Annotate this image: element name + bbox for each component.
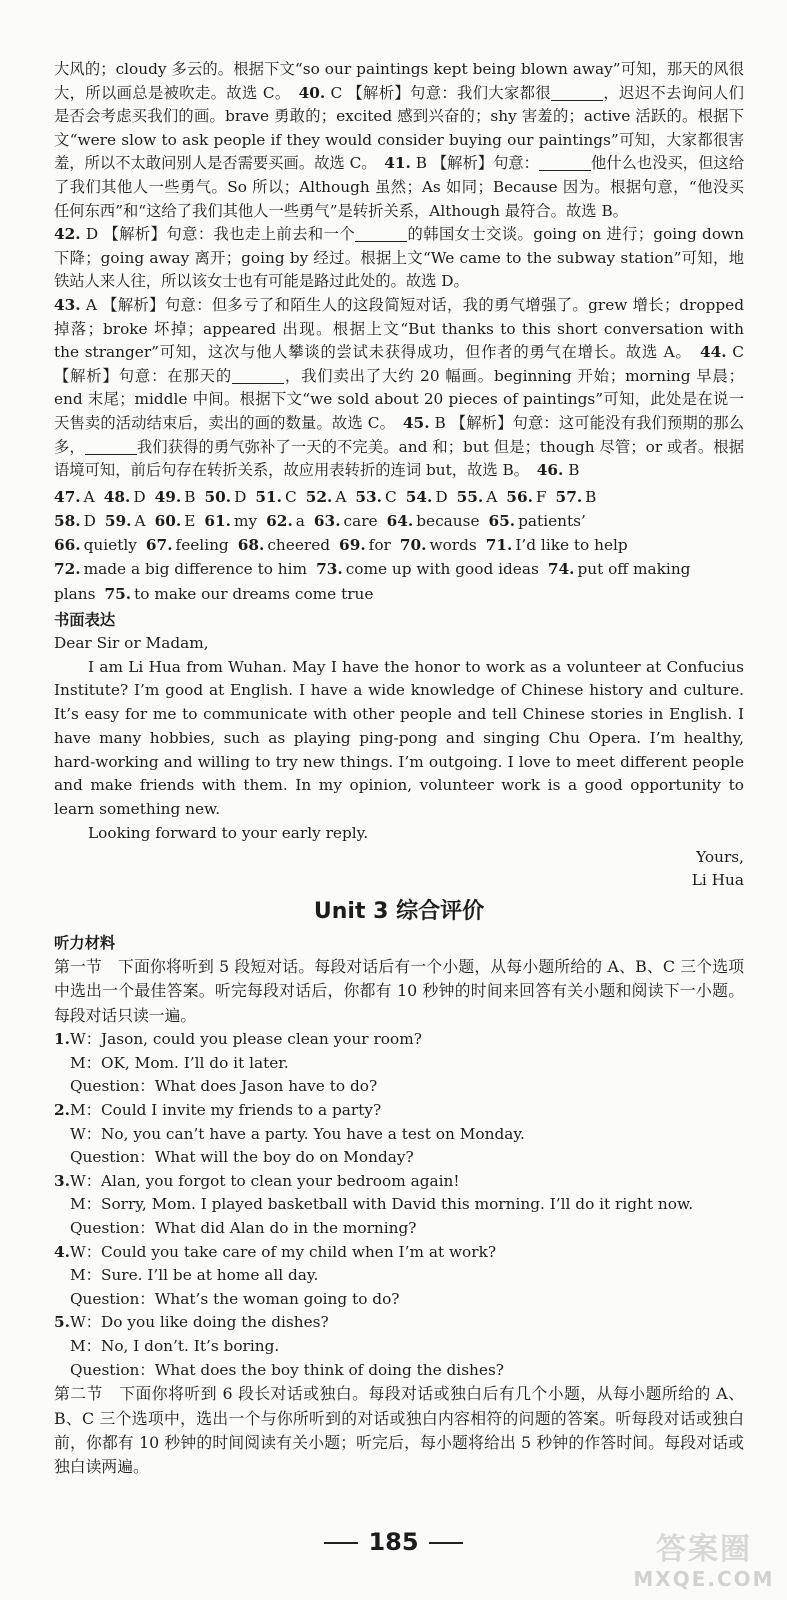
answer-item [506,488,546,506]
letter-salutation: Dear Sir or Madam, [54,633,209,652]
letter-sign-off: Yours, [696,847,744,866]
dialogue-text: M：No, I don’t. It’s boring. [70,1337,280,1355]
answer-value: C [385,487,397,506]
answer-item [54,488,95,506]
answer-item [54,512,96,530]
answer-item [316,560,539,578]
answer-item [105,585,374,603]
watermark-text: 答案圈 [656,1532,752,1567]
dialogue-question [54,1359,744,1383]
dialogue-question [54,1075,744,1099]
dialogue-text: W：Could you take care of my child when I’m at work? [69,1242,497,1261]
dialogue-text: Question：What’s the woman going to do? [70,1289,400,1308]
answer-value: A [335,487,347,506]
answer-line [54,509,744,533]
answer-number: 58. [54,511,81,530]
dialogue-line [54,1311,744,1335]
answer-item [204,488,246,506]
dialogue-number: 5. [54,1313,70,1332]
dialogue-text: Question：What does Jason have to do? [70,1077,378,1096]
answer-value: D [83,511,96,530]
dialogue-question [54,1288,744,1312]
dialogue-line [54,1170,744,1194]
answer-number: 68. [237,536,265,555]
answer-number: 48. [103,487,131,506]
answer-value: cheered [267,536,331,555]
dialogue-number: 4. [54,1242,70,1261]
answer-number: 63. [313,511,341,530]
answer-item [155,512,196,530]
answer-value: made a big difference to him [83,560,308,579]
dialogue-text: Question：What does the boy think of doing the dishes? [70,1360,504,1379]
answer-line [54,557,744,581]
answer-value: a [295,511,305,530]
unit-title: Unit 3 综合评价 [313,899,485,925]
dialogue-number: 1. [54,1030,70,1049]
answer-number: 47. [54,487,81,506]
dialogue-item [54,1028,744,1099]
answer-value: put off making [577,560,691,579]
answer-number: 59. [104,511,132,530]
answer-value: B [184,487,196,506]
answer-item [486,536,628,554]
dialogue-text: M：Could I invite my friends to a party? [69,1101,382,1120]
answer-number: 62. [266,511,293,530]
dialogue-line [54,1052,744,1076]
letter-closing-line: Looking forward to your early reply. [88,824,369,843]
analysis-text: B 【解析】句意：这可能没有我们预期的那么多， [54,413,745,456]
answer-number: 61. [204,511,231,530]
dialogue-text: W：Do you like doing the dishes? [69,1313,329,1332]
answer-line [54,533,744,557]
answer-item [238,536,330,554]
dialogue-line [54,1099,744,1123]
answer-number: 65. [488,511,516,530]
answer-number: 60. [154,511,182,530]
dialogue-line [54,1241,744,1265]
analysis-text: 大风的；cloudy 多云的。根据下文“so our paintings kept being blown away”可知，那天的风很大，所以画总是被吹走。故选 C。 [54,60,744,102]
listening-heading: 听力材料 [54,934,116,953]
analysis-text: D 【解析】句意：我也走上前去和一个 [80,225,356,244]
answer-item [54,536,137,554]
dialogue-text: Question：What will the boy do on Monday? [70,1148,414,1167]
analysis-text: ，迟迟不去询问人们是否会考虑买我们的画。brave 勇敢的；excited 感到兴奋的；shy 害羞的；active 活跃的。根据下文“were slow to ask people if they would consider buying our paintings”可知，大家都很害羞，所以不太敢问别人是否需要买画。故选 C。 [54,83,744,173]
dialogue-list [54,1028,744,1382]
analysis-text: B 【解析】句意： [410,154,539,173]
answer-key [54,485,744,606]
writing-heading: 书面表达 [54,610,116,629]
answer-number: 74. [547,560,575,579]
dialogue-question [54,1217,744,1241]
letter-body: I am Li Hua from Wuhan. May I have the honor to work as a volunteer at Confucius Institute? I’m good at English. I have a wide knowledge of Chinese history and culture. It’s easy for me to communicate with other people and tell Chinese stories in English. I have many hobbies, such as playing ping-pong and singing Chu Opera. I’m healthy, hard-working and willing to try new things. I’m outgoing. I love to meet different people and make friends with them. In my opinion, volunteer work is a good opportunity to learn something new. [54,657,744,819]
dialogue-text: W：No, you can’t have a party. You have a test on Monday. [70,1124,525,1143]
answer-item [146,536,229,554]
analysis-text: B [563,461,580,480]
answer-item [306,488,347,506]
answer-item [387,512,480,530]
answer-value: A [83,487,95,506]
answer-item [489,512,586,530]
answer-number: 66. [54,536,81,555]
answer-value: for [368,536,391,555]
answer-blank [539,155,591,171]
answer-number: 55. [456,487,484,506]
question-number: 45. [402,413,430,432]
answer-item [54,560,307,578]
answer-item [406,488,448,506]
dialogue-text: W：Jason, could you please clean your room? [69,1030,422,1049]
analysis-text: C 【解析】句意：在那天的 [54,343,744,385]
dialogue-text: M：OK, Mom. I’ll do it later. [70,1053,289,1072]
answer-value: C [284,487,297,506]
answer-item [457,488,498,506]
answer-item [400,536,477,554]
watermark-logo [629,1532,779,1594]
answer-item [104,488,146,506]
watermark-url: MXQE.COM [633,1567,775,1591]
analysis-text: 我们获得的勇气弥补了一天的不完美。and 和；but 但是；though 尽管；or 或者。根据语境可知，前后句存在转折关系，故应用表转折的连词 but，故选 B。 [54,437,744,480]
dialogue-number: 2. [54,1101,70,1120]
answer-value: E [184,511,196,530]
answer-number: 49. [154,487,182,506]
answer-value: come up with good ideas [345,560,539,579]
page-number-dash [429,1542,463,1544]
answer-item [255,488,296,506]
section-2-instructions: 第二节 下面你将听到 6 段长对话或独白。每段对话或独白后有几个小题，从每小题所给的 A、B、C 三个选项中，选出一个与你所听到的对话或独白内容相符的问题的答案。听每段对话或独白前，你都有 10 秒钟的时间阅读有关小题；听完后，每小题将给出 5 秒钟的作答时间。每段对话或独白读两遍。 [54,1384,744,1477]
dialogue-line [54,1193,744,1217]
answer-number: 67. [145,536,173,555]
answer-value: D [133,487,146,506]
analysis-text: C 【解析】句意：我们大家都很 [325,83,552,102]
answer-number: 70. [399,536,427,555]
question-number: 42. [54,225,81,244]
question-number: 46. [536,461,564,480]
analysis-text: ，我们卖出了大约 20 幅画。beginning 开始；morning 早晨；end 末尾；middle 中间。根据下文“we sold about 20 pieces of paintings”可知，此处是在说一天售卖的活动结束后，卖出的画的数量。故选 C。 [54,366,744,432]
analysis-text: 他什么也没买，但这给了我们其他人一些勇气。So 所以；Although 虽然；As 如同；Because 因为。根据句意，“他没买任何东西”和“这给了我们其他人一些勇气”是转折关系，Although 最符合。故选 B。 [54,154,744,220]
answer-number: 56. [506,487,533,506]
answer-item [54,585,96,603]
answer-item [105,512,146,530]
answer-number: 69. [339,536,366,555]
answer-value: F [535,487,547,506]
answer-number: 73. [316,560,343,579]
answer-number: 50. [204,487,232,506]
answer-value: feeling [175,536,229,555]
dialogue-text: W：Alan, you forgot to clean your bedroom again! [69,1171,460,1190]
dialogue-text: M：Sure. I’ll be at home all day. [70,1266,319,1285]
dialogue-item [54,1099,744,1170]
question-number: 43. [54,295,81,314]
page-content [54,58,744,1480]
answer-value: to make our dreams come true [134,584,374,603]
page-number-dash [324,1542,358,1544]
dialogue-number: 3. [54,1171,70,1190]
answer-value: plans [54,584,96,603]
answer-value: quietly [83,536,137,555]
answer-value: B [585,487,597,506]
answer-number: 57. [555,487,583,506]
answer-blank [551,84,603,100]
answer-number: 72. [54,560,81,579]
dialogue-line [54,1028,744,1052]
letter-signature: Li Hua [691,871,744,890]
answer-blank [85,438,137,454]
page-number-value: 185 [368,1528,419,1556]
question-number: 44. [700,343,727,362]
dialogue-line [54,1123,744,1147]
answer-item [548,560,691,578]
dialogue-text: Question：What did Alan do in the morning? [70,1219,417,1238]
dialogue-line [54,1335,744,1359]
answer-line [54,582,744,606]
writing-letter [54,632,744,893]
answer-value: I’d like to help [515,536,628,555]
section-1-instructions: 第一节 下面你将听到 5 段短对话。每段对话后有一个小题，从每小题所给的 A、B、C 三个选项中选出一个最佳答案。听完每段对话后，你都有 10 秒钟的时间来回答有关小题和阅读下一小题。每段对话只读一遍。 [54,957,744,1025]
answer-blank [355,226,407,242]
dialogue-item [54,1241,744,1312]
answer-value: words [429,536,477,555]
answer-number: 53. [355,487,382,506]
answer-number: 75. [104,584,132,603]
dialogue-text: M：Sorry, Mom. I played basketball with David this morning. I’ll do it right now. [70,1195,694,1214]
dialogue-item [54,1170,744,1241]
answer-blank [232,367,284,383]
answer-item [314,512,378,530]
answer-value: care [343,511,378,530]
answer-number: 64. [386,511,414,530]
answer-number: 71. [485,536,513,555]
analysis-paragraph [54,58,744,483]
dialogue-item [54,1311,744,1382]
answer-line [54,485,744,509]
answer-value: because [416,511,480,530]
answer-value: my [234,511,258,530]
answer-value: patients’ [518,511,586,530]
answer-number: 51. [255,487,282,506]
answer-value: A [486,487,498,506]
answer-item [339,536,391,554]
answer-item [556,488,597,506]
answer-item [204,512,257,530]
answer-item [355,488,396,506]
answer-value: D [234,487,247,506]
analysis-text: 的韩国女士交谈。going on 进行；going down 下降；going away 离开；going by 经过。根据上文“We came to the subway station”可知，地铁站人来人往，所以该女士也有可能是路过此处的。故选 D。 [54,225,744,291]
answer-item [155,488,196,506]
answer-item [266,512,305,530]
answer-number: 54. [405,487,433,506]
analysis-text: A 【解析】句意：但多亏了和陌生人的这段简短对话，我的勇气增强了。grew 增长；dropped 掉落；broke 坏掉；appeared 出现。根据上文“But thanks to this short conversation with the stranger”可知，这次与他人攀谈的尝试未获得成功，但作者的勇气在增长。故选 A。 [54,295,744,362]
answer-value: A [134,511,146,530]
question-number: 41. [384,154,411,173]
question-number: 40. [298,83,326,102]
answer-value: D [435,487,448,506]
answer-number: 52. [305,487,333,506]
dialogue-line [54,1264,744,1288]
dialogue-question [54,1146,744,1170]
